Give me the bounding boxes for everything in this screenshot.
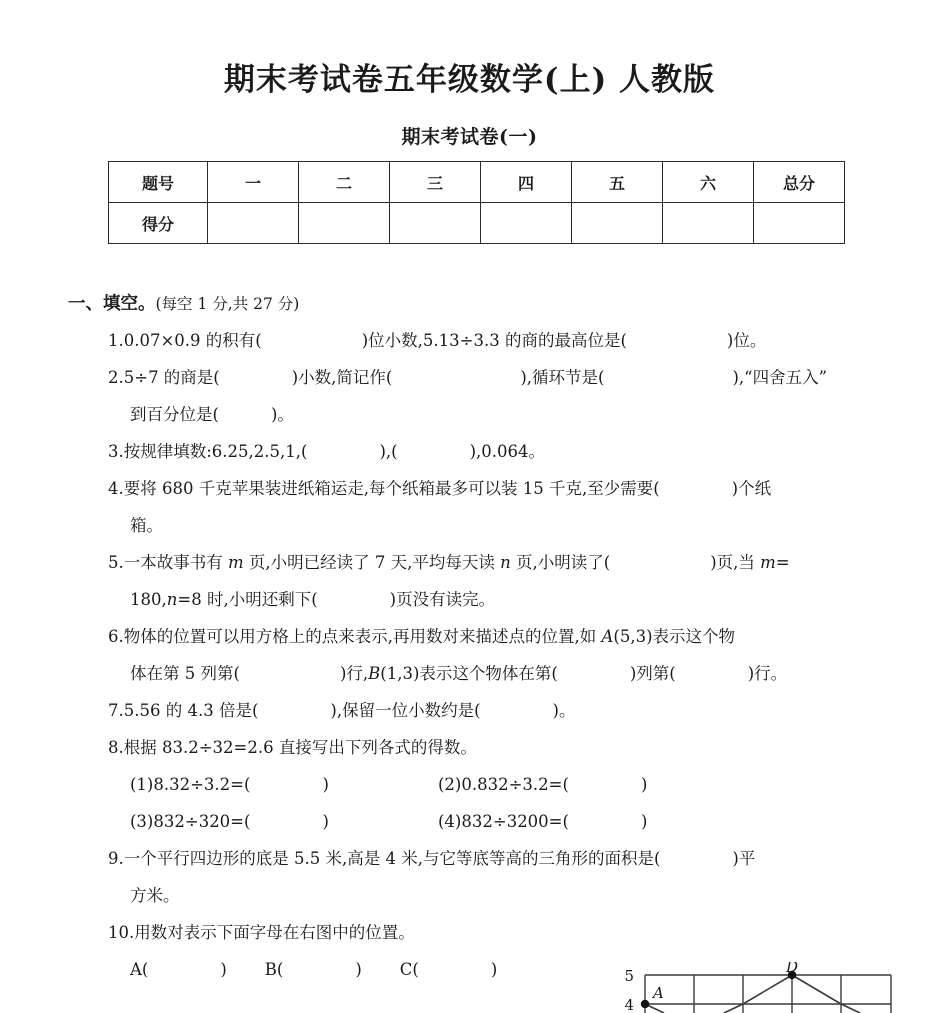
question-list	[108, 322, 928, 988]
q2-part-a: 2.5÷7 的商是(	[108, 368, 220, 387]
q10-item-c-close: )	[490, 960, 498, 979]
q8-text: 8.根据 83.2÷32=2.6 直接写出下列各式的得数。	[108, 738, 477, 757]
q2-part-e: 到百分位是(	[130, 405, 219, 424]
q6-part-g: )行。	[747, 664, 788, 683]
page-subtitle: 期末考试卷(一)	[401, 126, 538, 148]
q5-part-c: 页,小明读了(	[510, 553, 611, 572]
q10-item-a-text: A(	[130, 960, 149, 979]
table-header-col-3: 三	[390, 162, 481, 203]
score-cell-5[interactable]	[572, 203, 663, 244]
q9-part-a: 9.一个平行四边形的底是 5.5 米,高是 4 米,与它等底等高的三角形的面积是(	[108, 849, 661, 868]
question-10	[108, 914, 928, 951]
q3-part-c: ),0.064。	[469, 442, 545, 461]
q8-item-1	[108, 766, 438, 803]
table-row	[109, 203, 845, 244]
q8-item-2	[438, 766, 768, 803]
coordinate-grid-figure	[612, 962, 939, 1013]
q10-item-b-text: B(	[264, 960, 284, 979]
grid-svg	[612, 962, 939, 1013]
score-cell-3[interactable]	[390, 203, 481, 244]
figure-diagonals	[645, 975, 860, 1013]
q7-part-a: 7.5.56 的 4.3 倍是(	[108, 701, 259, 720]
q4-part-a: 4.要将 680 千克苹果装进纸箱运走,每个纸箱最多可以装 15 千克,至少需要(	[108, 479, 660, 498]
q8-item-4-text: (4)832÷3200=(	[438, 812, 569, 831]
question-5	[108, 544, 928, 581]
q6-part-c: 体在第 5 列第(	[130, 664, 240, 683]
q10-item-b-close: )	[355, 960, 362, 979]
question-9-cont	[108, 877, 928, 914]
q10-item-c-text: C(	[399, 960, 419, 979]
score-cell-6[interactable]	[663, 203, 754, 244]
q1-part-c: )位。	[726, 331, 767, 350]
q8-item-1-close: )	[322, 775, 329, 794]
axis-label-5: 5	[624, 967, 634, 985]
table-header-score: 得分	[109, 203, 208, 244]
q6-point-a-label: A	[601, 627, 614, 646]
q5-part-a: 5.一本故事书有	[108, 553, 228, 572]
grid-lines	[645, 975, 891, 1013]
question-8	[108, 729, 928, 766]
score-cell-total[interactable]	[754, 203, 845, 244]
q5-variable-m: m	[228, 553, 244, 572]
question-3	[108, 433, 928, 470]
q5-part-h: )页没有读完。	[389, 590, 496, 609]
point-a-marker	[641, 1000, 649, 1008]
q5-part-e: =	[775, 553, 790, 572]
q5-variable-n2: n	[166, 590, 178, 609]
q6-point-b-label: B	[368, 664, 381, 683]
q7-part-c: )。	[552, 701, 576, 720]
q2-part-c: ),循环节是(	[520, 368, 605, 387]
q5-variable-n: n	[500, 553, 511, 572]
question-2	[108, 359, 928, 396]
q6-part-a: 6.物体的位置可以用方格上的点来表示,再用数对来描述点的位置,如	[108, 627, 602, 646]
q5-part-g: =8 时,小明还剩下(	[177, 590, 318, 609]
q1-part-a: 1.0.07×0.9 的积有(	[108, 331, 262, 350]
question-8-row-1	[108, 766, 928, 803]
q8-item-3	[108, 803, 438, 840]
q5-part-d: )页,当	[710, 553, 761, 572]
q6-part-b: (5,3)表示这个物	[613, 627, 736, 646]
q6-part-d: )行,	[339, 664, 369, 683]
q9-part-b: )平	[732, 849, 756, 868]
q3-part-a: 3.按规律填数:6.25,2.5,1,(	[108, 442, 308, 461]
point-a-label: A	[653, 984, 664, 1002]
score-cell-2[interactable]	[299, 203, 390, 244]
table-header-question-no: 题号	[109, 162, 208, 203]
score-cell-4[interactable]	[481, 203, 572, 244]
q2-part-f: )。	[270, 405, 294, 424]
question-9	[108, 840, 928, 877]
section-label: 一、填空。	[68, 294, 156, 314]
q2-part-b: )小数,简记作(	[291, 368, 393, 387]
table-header-col-4: 四	[481, 162, 572, 203]
point-d-label: D	[785, 962, 799, 976]
q5-variable-m2: m	[760, 553, 776, 572]
table-header-col-5: 五	[572, 162, 663, 203]
q8-item-4-close: )	[640, 812, 648, 831]
question-6	[108, 618, 928, 655]
table-header-col-6: 六	[663, 162, 754, 203]
q10-item-b	[227, 951, 362, 988]
question-5-cont	[108, 581, 928, 618]
question-8-row-2	[108, 803, 928, 840]
q3-part-b: ),(	[379, 442, 398, 461]
q1-part-b: )位小数,5.13÷3.3 的商的最高位是(	[361, 331, 627, 350]
page-title: 期末考试卷五年级数学(上) 人教版	[223, 62, 716, 98]
q8-item-2-close: )	[640, 775, 648, 794]
q7-part-b: ),保留一位小数约是(	[330, 701, 481, 720]
question-4	[108, 470, 928, 507]
question-6-cont	[108, 655, 928, 692]
q8-item-3-close: )	[322, 812, 329, 831]
q2-part-d: ),“四舍五入”	[732, 368, 828, 387]
table-row	[109, 162, 845, 203]
q8-item-2-text: (2)0.832÷3.2=(	[438, 775, 569, 794]
table-header-col-2: 二	[299, 162, 390, 203]
q10-item-a-close: )	[220, 960, 227, 979]
q10-text: 10.用数对表示下面字母在右图中的位置。	[108, 923, 415, 942]
q9-part-c: 方米。	[130, 886, 180, 905]
question-2-cont	[108, 396, 928, 433]
q10-item-a	[108, 951, 227, 988]
q4-part-b: )个纸	[731, 479, 772, 498]
q4-part-c: 箱。	[130, 516, 163, 535]
table-header-col-1: 一	[208, 162, 299, 203]
question-7	[108, 692, 928, 729]
q5-part-b: 页,小明已经读了 7 天,平均每天读	[243, 553, 501, 572]
q10-item-c	[362, 951, 498, 988]
q8-item-3-text: (3)832÷320=(	[130, 812, 251, 831]
q6-part-f: )列第(	[629, 664, 676, 683]
question-1	[108, 322, 928, 359]
score-cell-1[interactable]	[208, 203, 299, 244]
q5-part-f: 180,	[130, 590, 167, 609]
section-heading	[68, 290, 299, 315]
q8-item-4	[438, 803, 768, 840]
axis-label-4: 4	[624, 996, 634, 1013]
q6-part-e: (1,3)表示这个物体在第(	[380, 664, 558, 683]
section-note: (每空 1 分,共 27 分)	[155, 295, 300, 313]
q8-item-1-text: (1)8.32÷3.2=(	[130, 775, 251, 794]
score-table	[108, 161, 845, 244]
question-4-cont	[108, 507, 928, 544]
table-header-total: 总分	[754, 162, 845, 203]
